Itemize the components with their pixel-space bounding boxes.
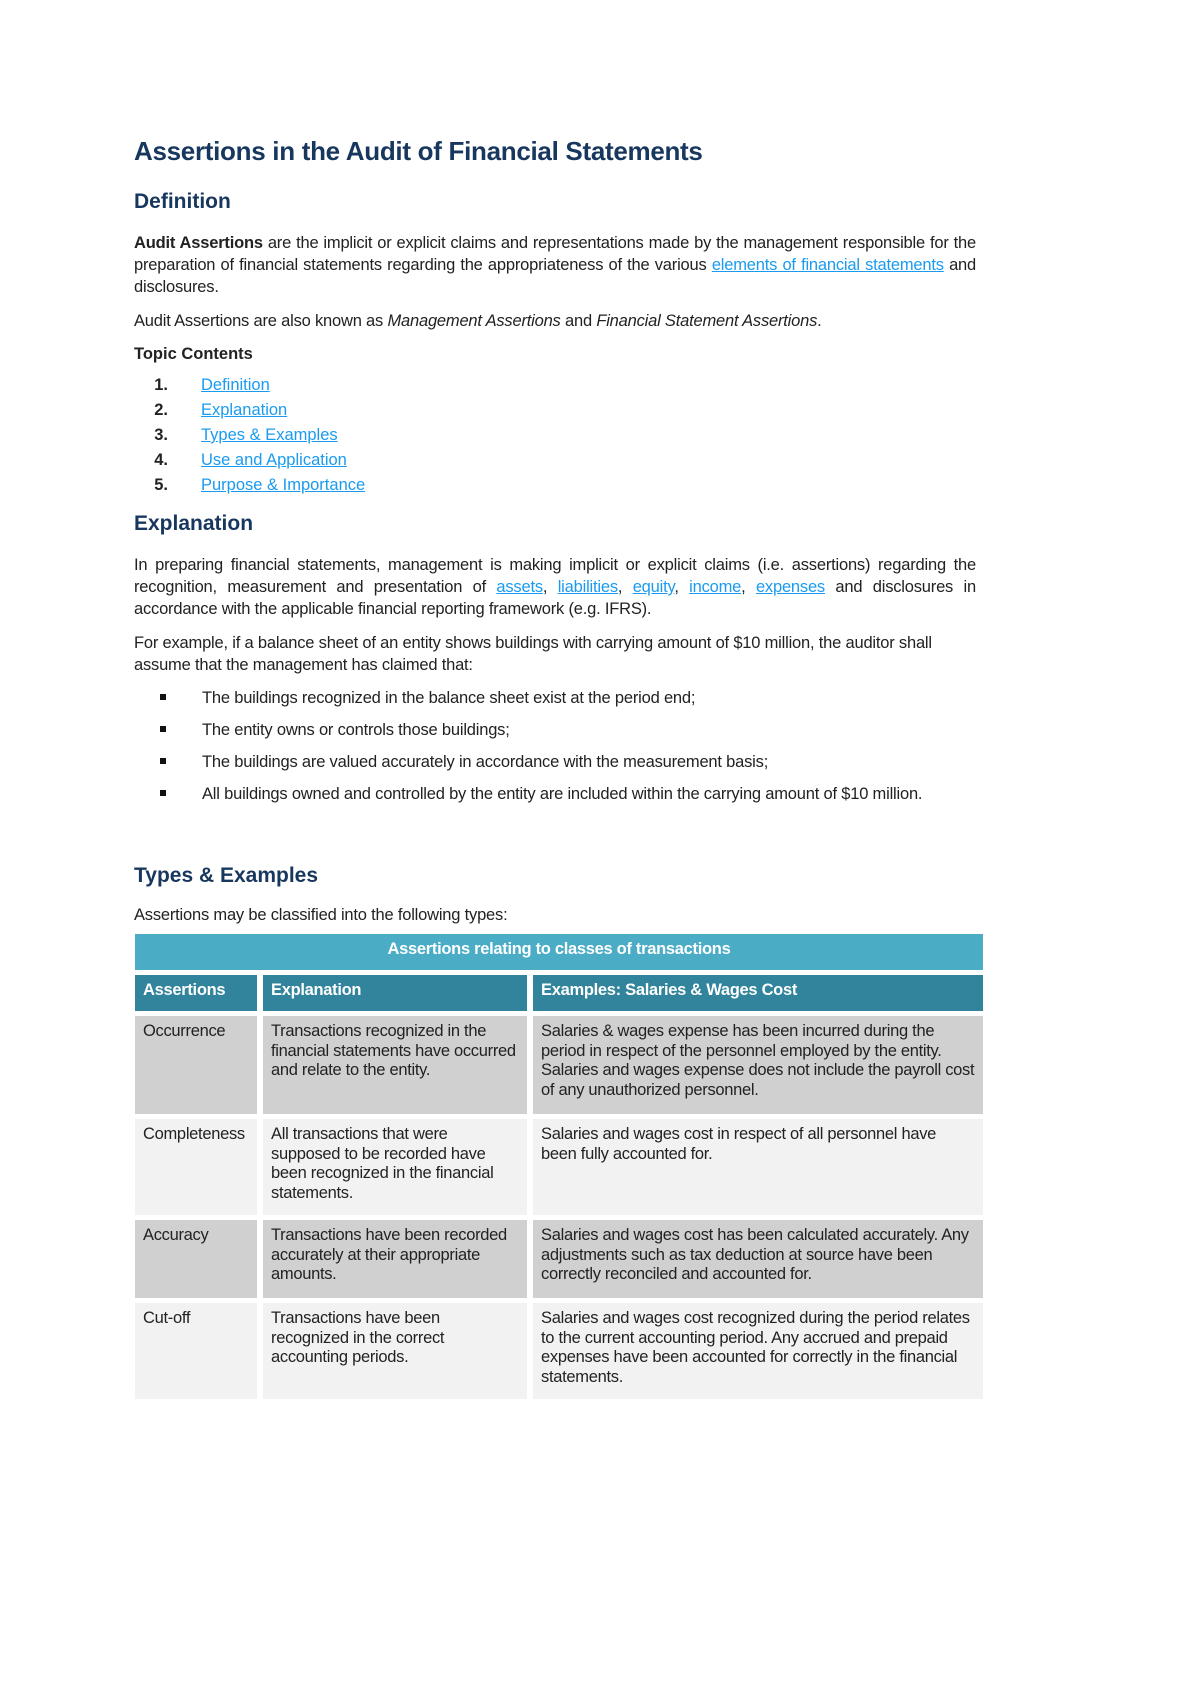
num: 2. [154, 401, 168, 419]
elements-link[interactable]: elements of financial statements [711, 256, 944, 274]
types-intro: Assertions may be classified into the following types: [134, 906, 508, 924]
text: and [560, 312, 597, 330]
cell: All transactions that were supposed to be recorded have been recognized in the financial statements. [263, 1119, 527, 1215]
toc-link[interactable]: Purpose & Importance [201, 476, 366, 494]
text: The buildings recognized in the balance sheet exist at the period end; [202, 689, 696, 707]
cell: Salaries and wages cost in respect of all personnel have been fully accounted for. [533, 1119, 983, 1215]
cell: Salaries and wages cost recognized during the period relates to the current accounting period. Any accrued and prepaid expenses have been accounted for correctly in the financial statements. [533, 1303, 983, 1399]
text: Management Assertions [387, 312, 561, 330]
toc-list [134, 373, 976, 498]
bullet-list [134, 682, 976, 810]
text: . [817, 312, 822, 330]
text: are the implicit or explicit claims and representations made by the management responsible for the preparation of financial statements regarding the appropriateness of the various [134, 234, 976, 274]
column-header: Explanation [263, 975, 527, 1011]
income-link[interactable]: income [689, 578, 742, 596]
definition-heading: Definition [134, 190, 231, 213]
toc-item [134, 473, 976, 498]
text: Audit Assertions are also known as [134, 312, 388, 330]
aka-paragraph [134, 310, 976, 332]
table-row [135, 1303, 983, 1399]
text: The buildings are valued accurately in accordance with the measurement basis; [202, 753, 769, 771]
list-item [134, 714, 976, 746]
toc-link[interactable]: Use and Application [201, 451, 347, 469]
num: 1. [154, 376, 168, 394]
bullet-icon [160, 726, 166, 732]
bullet-icon [160, 694, 166, 700]
cell: Transactions have been recorded accurately at their appropriate amounts. [263, 1220, 527, 1298]
table-row [135, 1016, 983, 1114]
list-item [134, 682, 976, 714]
text: and disclosures. [134, 256, 976, 296]
cell: Accuracy [135, 1220, 257, 1298]
bullet-icon [160, 790, 166, 796]
column-header: Assertions [135, 975, 257, 1011]
column-header: Examples: Salaries & Wages Cost [533, 975, 983, 1011]
toc-link[interactable]: Types & Examples [201, 426, 338, 444]
toc-item [134, 448, 976, 473]
toc-item [134, 398, 976, 423]
cell: Transactions have been recognized in the correct accounting periods. [263, 1303, 527, 1399]
text: In preparing financial statements, management is making implicit or explicit claims (i.e. assertions) regarding the recognition, measurement and presentation of [134, 556, 976, 596]
toc-item [134, 423, 976, 448]
list-item [134, 746, 976, 778]
page-title: Assertions in the Audit of Financial Statements [134, 136, 703, 166]
explanation-paragraph: In preparing financial statements, management is making implicit or explicit claims (i.e. assertions) regarding the recognition, measurement and presentation of assets, liabilities, equity, income, expenses and disclosures in accordance with the applicable financial reporting framework (e.g. IFRS). [134, 556, 976, 618]
table-title: Assertions relating to classes of transactions [135, 934, 983, 970]
cell: Salaries and wages cost has been calculated accurately. Any adjustments such as tax deduction at source have been correctly reconciled and accounted for. [533, 1220, 983, 1298]
toc-heading: Topic Contents [134, 345, 253, 363]
num: 5. [154, 476, 168, 494]
table-row [135, 1119, 983, 1215]
cell: Salaries & wages expense has been incurred during the period in respect of the personnel employed by the entity. Salaries and wages expense does not include the payroll cost of any unauthorized personnel. [533, 1016, 983, 1114]
toc-item [134, 373, 976, 398]
definition-paragraph [134, 232, 976, 298]
text: The entity owns or controls those buildings; [202, 721, 510, 739]
text: and disclosures in accordance with the applicable financial reporting framework (e.g. IFRS). [134, 578, 976, 618]
table-row [135, 1220, 983, 1298]
num: 3. [154, 426, 168, 444]
text: All buildings owned and controlled by the entity are included within the carrying amount of $10 million. [202, 785, 923, 803]
list-item [134, 778, 976, 810]
term: Audit Assertions [134, 234, 263, 252]
assertions-table [129, 929, 989, 1404]
assets-link[interactable]: assets [496, 578, 543, 596]
cell: Transactions recognized in the financial statements have occurred and relate to the entity. [263, 1016, 527, 1114]
explanation-heading: Explanation [134, 512, 254, 535]
liabilities-link[interactable]: liabilities [557, 578, 618, 596]
toc-link[interactable]: Definition [201, 376, 270, 394]
equity-link[interactable]: equity [632, 578, 675, 596]
cell: Cut-off [135, 1303, 257, 1399]
example-paragraph: For example, if a balance sheet of an entity shows buildings with carrying amount of $10 million, the auditor shall assume that the management has claimed that: [134, 634, 932, 674]
text: Financial Statement Assertions [596, 312, 818, 330]
cell: Completeness [135, 1119, 257, 1215]
cell: Occurrence [135, 1016, 257, 1114]
num: 4. [154, 451, 168, 469]
types-heading: Types & Examples [134, 864, 319, 887]
bullet-icon [160, 758, 166, 764]
toc-link[interactable]: Explanation [201, 401, 288, 419]
expenses-link[interactable]: expenses [755, 578, 825, 596]
